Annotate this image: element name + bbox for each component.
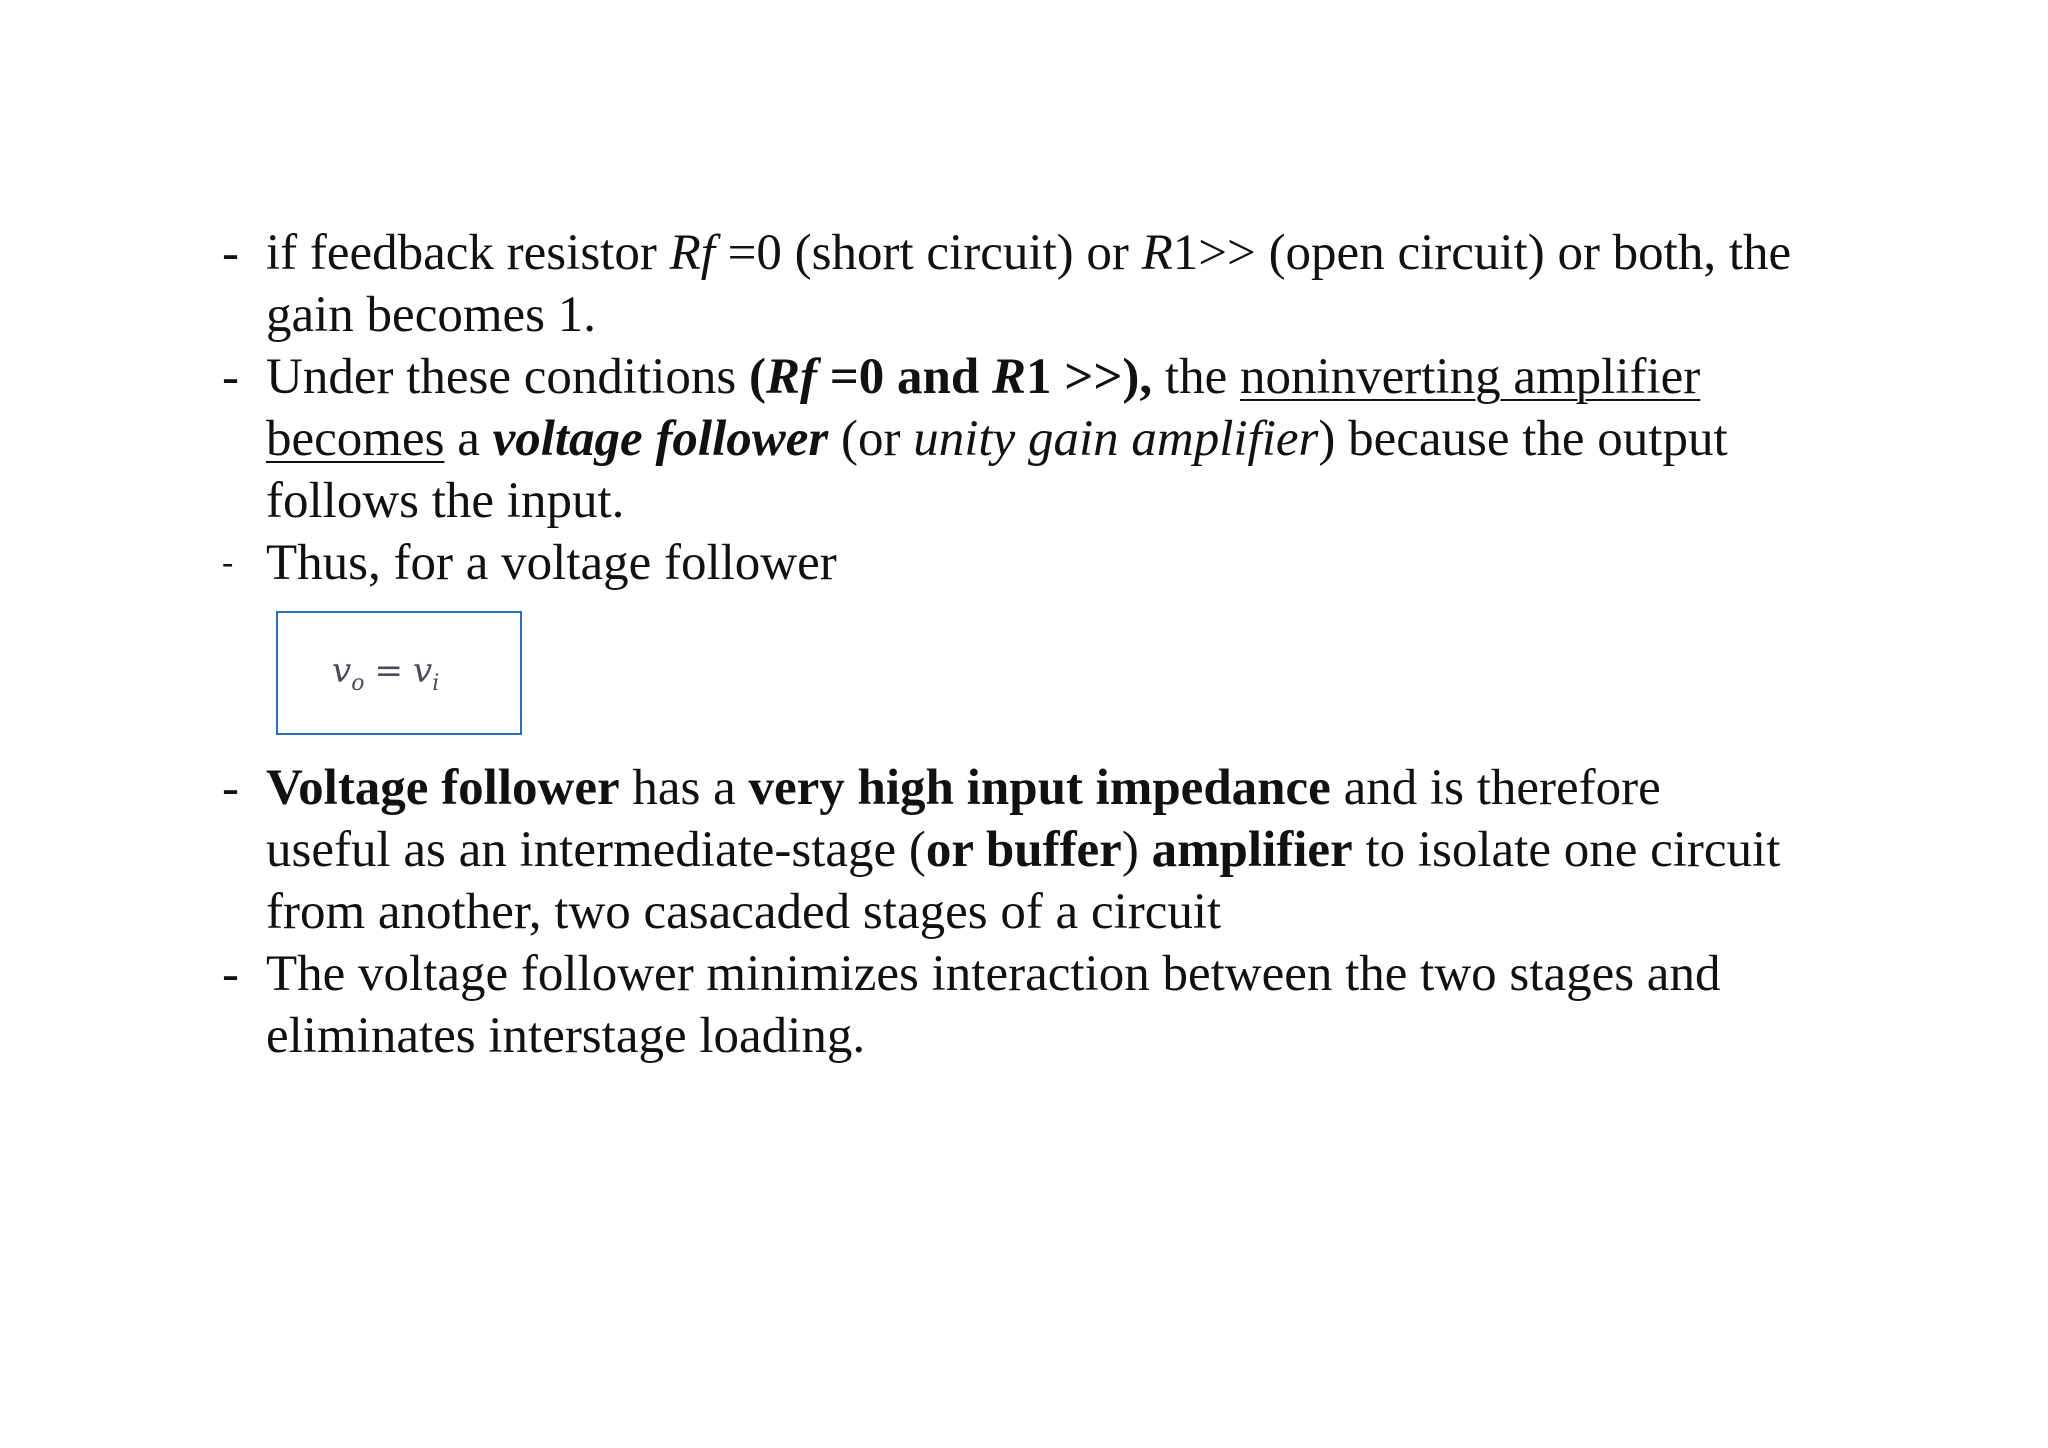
formula-lhs-subscript: o (351, 671, 365, 696)
formula-rhs-subscript: i (432, 671, 440, 696)
bullet-dash: - (222, 946, 239, 1002)
underlined-term: noninverting amplifier (1239, 349, 1701, 405)
text-run: to isolate one circuit (1352, 822, 1781, 878)
text-run: a (444, 411, 493, 467)
text-line: eliminates interstage loading. (266, 1008, 866, 1064)
text-line (266, 819, 1906, 881)
rf-symbol: Rf (669, 225, 715, 281)
bold-term: amplifier (1151, 822, 1353, 878)
text-line: gain becomes 1. (266, 287, 596, 343)
bullet-text (266, 346, 1906, 532)
formula-lhs: v (332, 651, 352, 691)
bold-term: or buffer (925, 822, 1122, 878)
text-run: useful as an intermediate-stage ( (266, 822, 926, 878)
text-run: Under these conditions (266, 349, 749, 405)
formula-box (276, 611, 522, 735)
bullet-dash: - (222, 544, 234, 581)
bullet-dash: - (222, 760, 239, 816)
bullet-dash: - (222, 225, 239, 281)
bold-term: Voltage follower (266, 760, 620, 816)
underlined-term: becomes (266, 411, 445, 467)
text-line: Thus, for a voltage follower (266, 535, 837, 591)
emphasized-term: voltage follower (492, 411, 829, 467)
bullet-text (266, 943, 1906, 1067)
text-run: (or (828, 411, 914, 467)
text-run: =0 (short circuit) or (714, 225, 1142, 281)
text-run: =0 and (816, 349, 993, 405)
text-line: follows the input. (266, 473, 625, 529)
formula-vo-equals-vi (332, 651, 439, 696)
text-run: ) because the output (1318, 411, 1728, 467)
text-run: has a (619, 760, 749, 816)
bullet-text (266, 222, 1906, 346)
text-run: if feedback resistor (266, 225, 670, 281)
text-line (266, 346, 1906, 408)
text-line (266, 757, 1906, 819)
r1-symbol: R (992, 349, 1027, 405)
text-run: 1>> (open circuit) or both, the (1172, 225, 1792, 281)
text-run: 1 >>), (1026, 349, 1153, 405)
text-run: ( (748, 349, 766, 405)
r1-symbol: R (1141, 225, 1173, 281)
text-line (266, 408, 1906, 470)
formula-equals: = (374, 651, 403, 691)
bullet-text (266, 757, 1906, 943)
text-line (266, 222, 1906, 284)
text-line: The voltage follower minimizes interaction between the two stages and (266, 946, 1721, 1002)
bullet-dash: - (222, 349, 239, 405)
text-line: from another, two casacaded stages of a circuit (266, 884, 1222, 940)
bullet-text (266, 532, 1906, 594)
text-run: and is therefore (1330, 760, 1661, 816)
rf-symbol: Rf (765, 349, 817, 405)
bold-term: very high input impedance (748, 760, 1331, 816)
text-run: ) (1121, 822, 1152, 878)
formula-rhs: v (412, 651, 433, 691)
italic-term: unity gain amplifier (913, 411, 1319, 467)
text-run: the (1152, 349, 1240, 405)
